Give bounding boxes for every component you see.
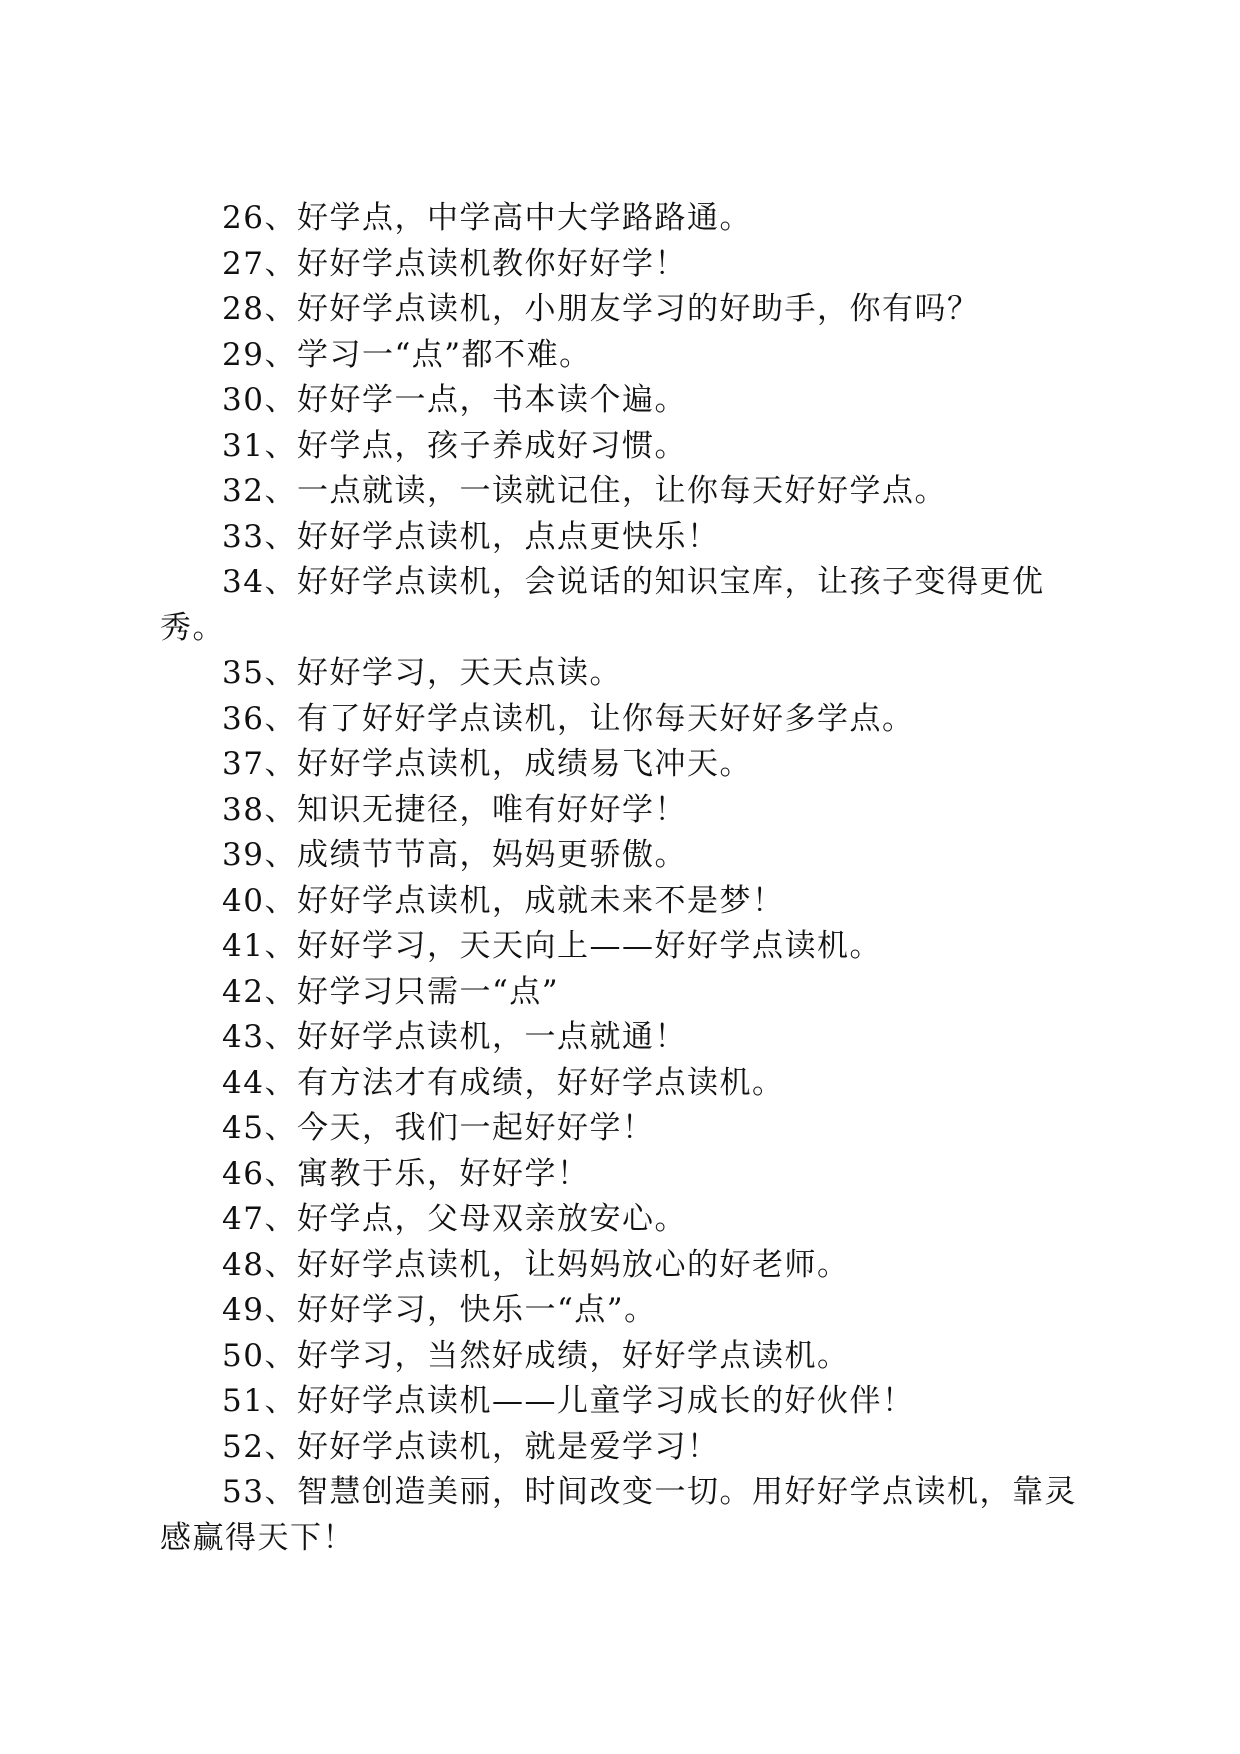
slogan-line-51: 51、好好学点读机——儿童学习成长的好伙伴！ [222, 1383, 915, 1419]
slogan-line-38: 38、知识无捷径，唯有好好学！ [222, 791, 687, 828]
slogan-line-36: 36、有了好好学点读机，让你每天好好多学点。 [222, 700, 915, 737]
slogan-line-47: 47、好学点，父母双亲放安心。 [222, 1201, 687, 1237]
slogan-line-37: 37、好好学点读机，成绩易飞冲天。 [222, 746, 752, 782]
slogan-line-27: 27、好好学点读机教你好好学！ [222, 245, 687, 282]
slogan-line-49: 49、好好学习，快乐一“点”。 [222, 1292, 657, 1328]
slogan-line-50: 50、好学习，当然好成绩，好好学点读机。 [222, 1337, 850, 1374]
slogan-line-52: 52、好好学点读机，就是爱学习！ [222, 1428, 720, 1465]
slogan-line-28: 28、好好学点读机，小朋友学习的好助手，你有吗？ [222, 291, 980, 327]
slogan-line-46: 46、寓教于乐，好好学！ [222, 1155, 590, 1192]
slogan-line-53: 53、智慧创造美丽，时间改变一切。用好好学点读机，靠灵感赢得天下！ [160, 1474, 1077, 1556]
slogan-line-35: 35、好好学习，天天点读。 [222, 655, 622, 691]
slogan-line-33: 33、好好学点读机，点点更快乐！ [222, 518, 720, 555]
slogan-line-26: 26、好学点，中学高中大学路路通。 [222, 200, 752, 236]
slogan-line-41: 41、好好学习，天天向上——好好学点读机。 [222, 928, 882, 964]
slogan-line-40: 40、好好学点读机，成就未来不是梦！ [222, 882, 785, 919]
slogan-list [160, 196, 1080, 1561]
slogan-line-43: 43、好好学点读机，一点就通！ [222, 1019, 687, 1055]
slogan-line-42: 42、好学习只需一“点” [222, 973, 560, 1010]
slogan-line-45: 45、今天，我们一起好好学！ [222, 1110, 655, 1146]
slogan-line-31: 31、好学点，孩子养成好习惯。 [222, 427, 687, 464]
slogan-line-32: 32、一点就读，一读就记住，让你每天好好学点。 [222, 473, 947, 509]
slogan-line-30: 30、好好学一点，书本读个遍。 [222, 382, 687, 418]
slogan-line-44: 44、有方法才有成绩，好好学点读机。 [222, 1064, 785, 1101]
slogan-line-39: 39、成绩节节高，妈妈更骄傲。 [222, 837, 687, 873]
slogan-line-29: 29、学习一“点”都不难。 [222, 336, 592, 373]
slogan-line-48: 48、好好学点读机，让妈妈放心的好老师。 [222, 1246, 850, 1283]
slogan-line-34: 34、好好学点读机，会说话的知识宝库，让孩子变得更优秀。 [160, 564, 1045, 646]
